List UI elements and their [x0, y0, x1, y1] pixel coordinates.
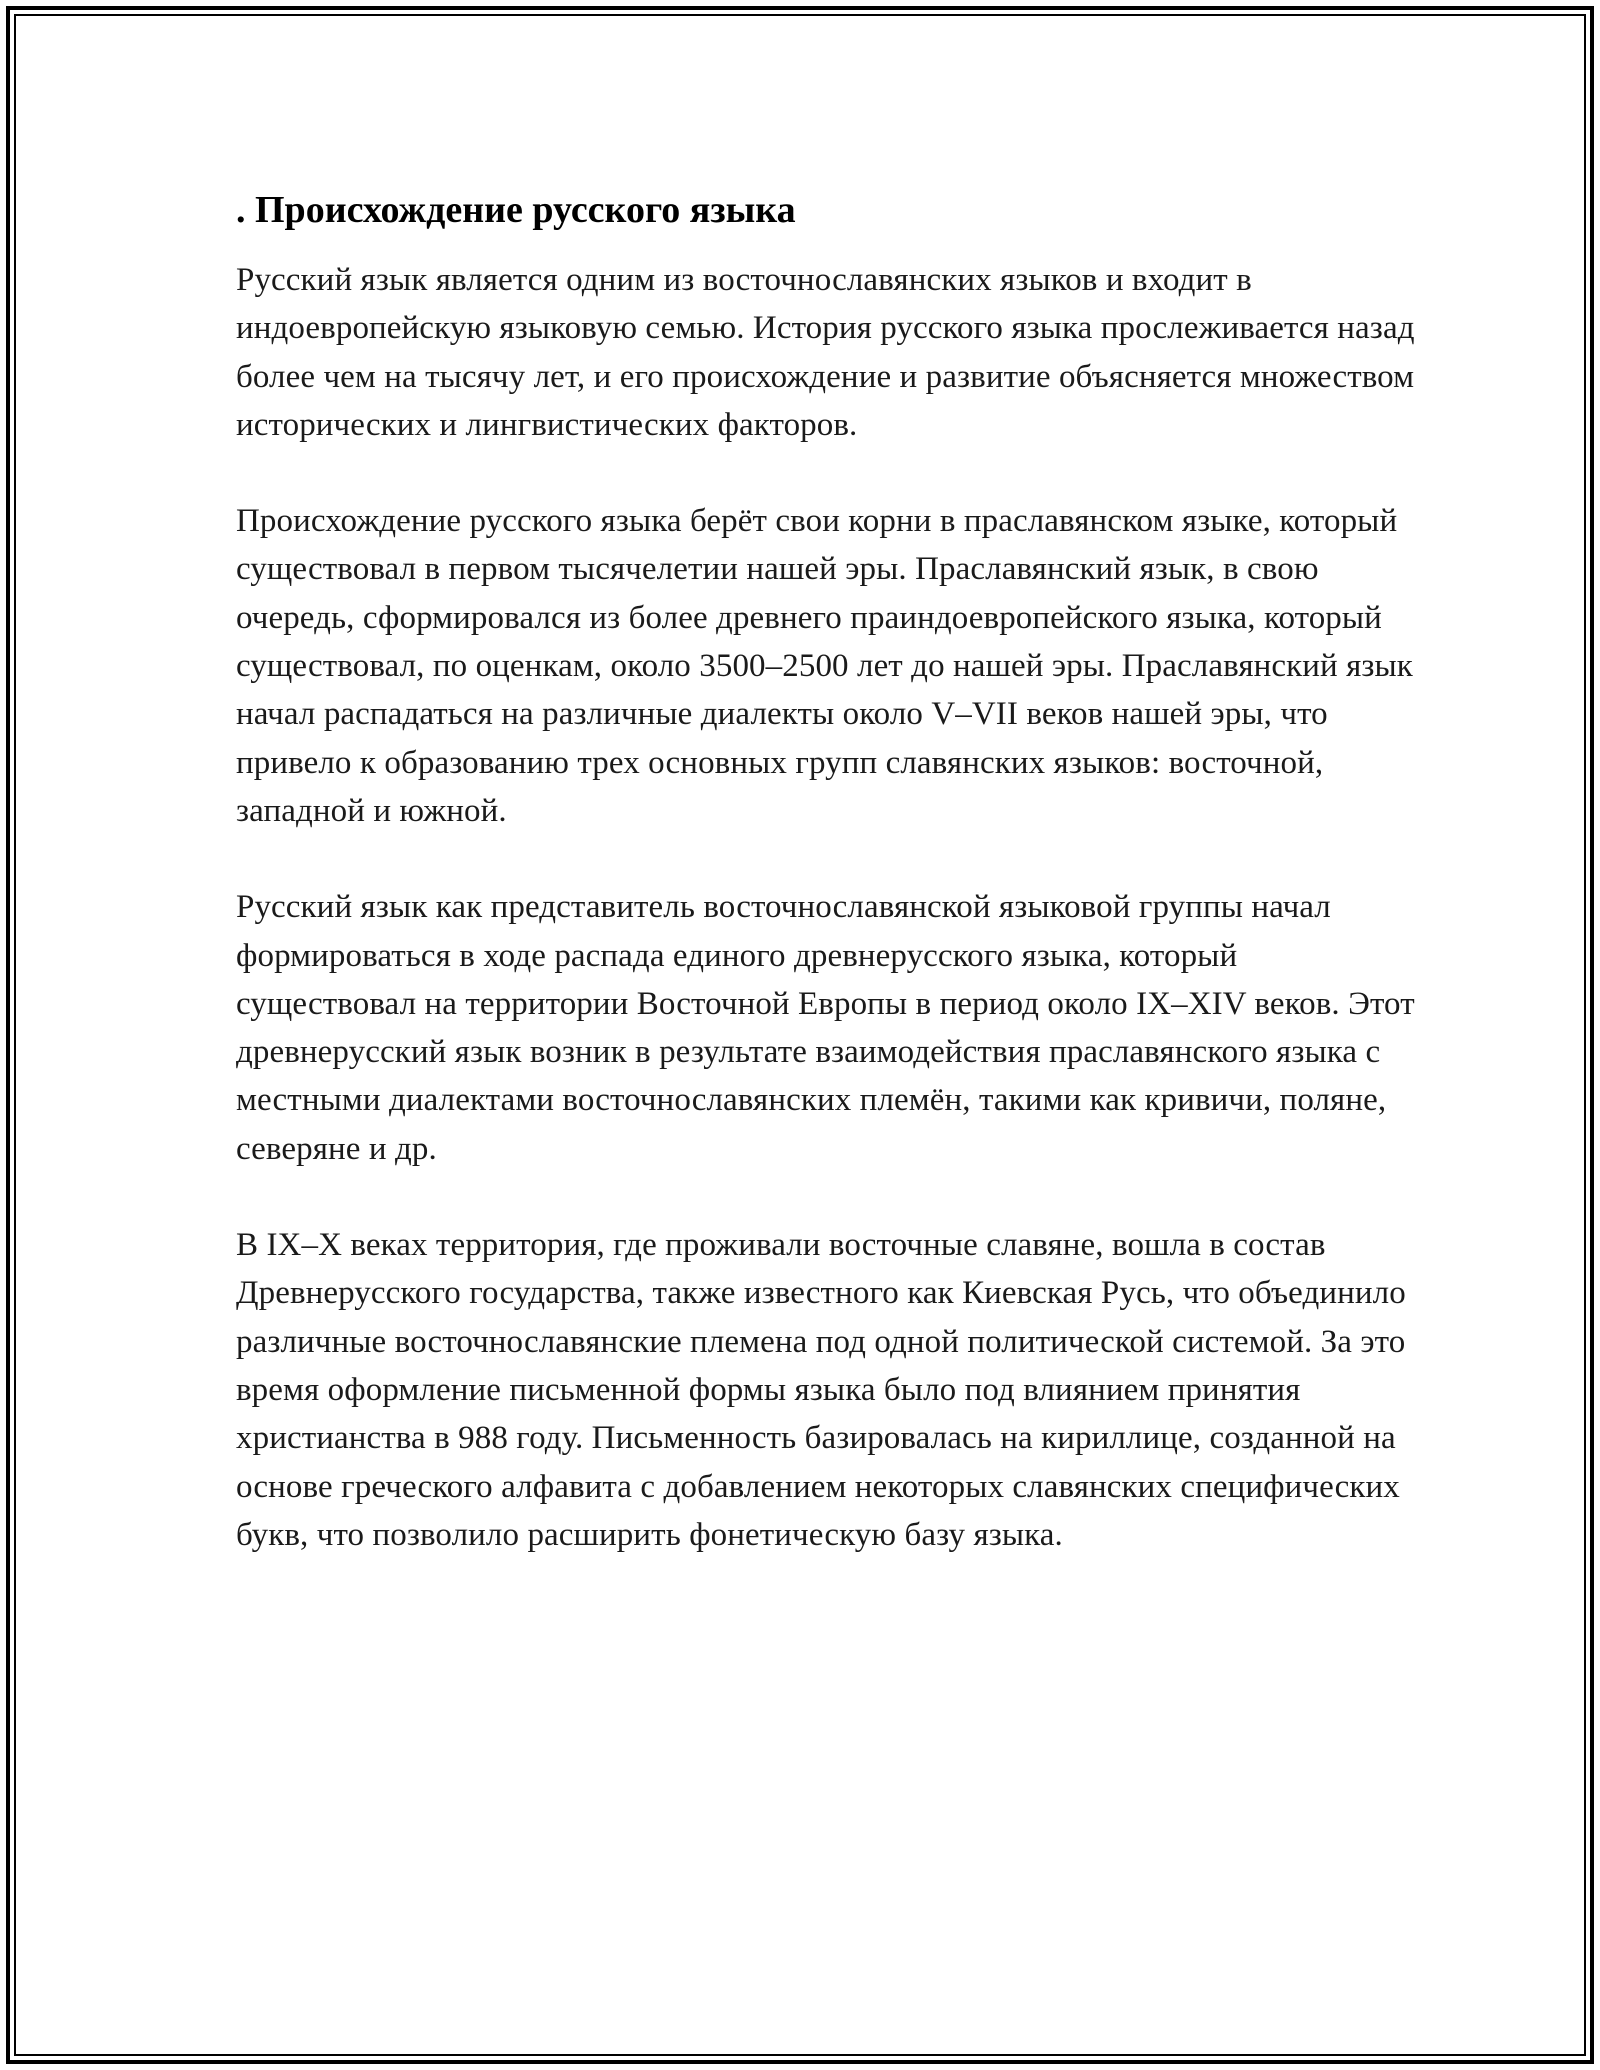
document-body — [236, 186, 1416, 1607]
paragraph-2: Происхождение русского языка берёт свои корни в праславянском языке, который существовал в первом тысячелетии нашей эры. Праславянский язык, в свою очередь, сформировался из более древнего праиндоевропейского языка, который существовал, по оценкам, около 3500–2500 лет до нашей эры. Праславянский язык начал распадаться на различные диалекты около V–VII веков нашей эры, что привело к образованию трех основных групп славянских языков: восточной, западной и южной. — [236, 503, 1413, 829]
page-title: . Происхождение русского языка — [236, 189, 796, 231]
paragraph-1: Русский язык является одним из восточнославянских языков и входит в индоевропейскую языковую семью. История русского языка прослеживается назад более чем на тысячу лет, и его происхождение и развитие объясняется множеством исторических и лингвистических факторов. — [236, 262, 1415, 443]
paragraph-3: Русский язык как представитель восточнославянской языковой группы начал формироваться в ходе распада единого древнерусского языка, который существовал на территории Восточной Европы в период около IX–XIV веков. Этот древнерусский язык возник в результате взаимодействия праславянского языка с местными диалектами восточнославянских племён, такими как кривичи, поляне, северяне и др. — [236, 889, 1415, 1167]
paragraph-4: В IX–X веках территория, где проживали восточные славяне, вошла в состав Древнерусского государства, также известного как Киевская Русь, что объединило различные восточнославянские племена под одной политической системой. За это время оформление письменной формы языка было под влиянием принятия христианства в 988 году. Письменность базировалась на кириллице, созданной на основе греческого алфавита с добавлением некоторых славянских специфических букв, что позволило расширить фонетическую базу языка. — [236, 1227, 1406, 1553]
